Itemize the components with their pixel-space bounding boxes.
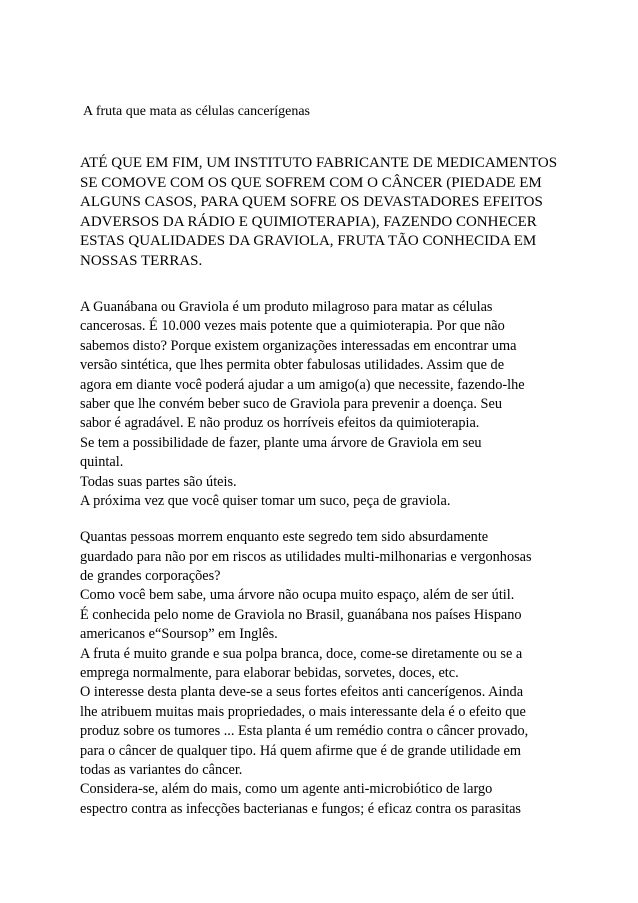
document-title: A fruta que mata as células cancerígenas: [83, 104, 311, 119]
body-line: guardado para não por em riscos as utilidades multi-milhonarias e vergonhosas: [80, 548, 532, 565]
document-body: [80, 298, 580, 819]
body-line: A Guanábana ou Graviola é um produto milagroso para matar as células: [80, 299, 493, 315]
body-line: para o câncer de qualquer tipo. Há quem afirme que é de grande utilidade em: [80, 742, 522, 759]
body-line: emprega normalmente, para elaborar bebidas, sorvetes, doces, etc.: [80, 665, 459, 682]
body-line: É conhecida pelo nome de Graviola no Brasil, guanábana nos países Hispano: [80, 606, 522, 623]
intro-line: ATÉ QUE EM FIM, UM INSTITUTO FABRICANTE DE MEDICAMENTOS: [80, 155, 558, 171]
body-line: O interesse desta planta deve-se a seus fortes efeitos anti cancerígenos. Ainda: [80, 684, 524, 701]
paragraph-gap: [80, 511, 580, 528]
intro-paragraph: [80, 154, 580, 272]
body-line: espectro contra as infecções bacterianas e fungos; é eficaz contra os parasitas: [80, 800, 521, 817]
intro-line: ESTAS QUALIDADES DA GRAVIOLA, FRUTA TÃO CONHECIDA EM: [80, 233, 537, 250]
body-line: sabor é agradável. E não produz os horríveis efeitos da quimioterapia.: [80, 415, 480, 432]
intro-line: NOSSAS TERRAS.: [80, 252, 203, 269]
body-line: americanos e“Soursop” em Inglês.: [80, 626, 278, 643]
body-line: Todas suas partes são úteis.: [80, 473, 237, 490]
body-line: sabemos disto? Porque existem organizações interessadas em encontrar uma: [80, 337, 517, 354]
body-line: A próxima vez que você quiser tomar um suco, peça de graviola.: [80, 492, 451, 509]
paragraph-2: [80, 528, 580, 819]
body-line: todas as variantes do câncer.: [80, 761, 243, 778]
body-line: saber que lhe convém beber suco de Graviola para prevenir a doença. Seu: [80, 395, 502, 412]
body-line: cancerosas. É 10.000 vezes mais potente que a quimioterapia. Por que não: [80, 318, 505, 335]
body-line: Se tem a possibilidade de fazer, plante uma árvore de Graviola em seu: [80, 434, 482, 451]
body-line: A fruta é muito grande e sua polpa branca, doce, come-se diretamente ou se a: [80, 645, 523, 662]
body-line: Considera-se, além do mais, como um agente anti-microbiótico de largo: [80, 781, 493, 798]
body-line: quintal.: [80, 454, 124, 471]
paragraph-1: [80, 298, 580, 511]
intro-line: SE COMOVE COM OS QUE SOFREM COM O CÂNCER (PIEDADE EM: [80, 174, 542, 191]
intro-line: ADVERSOS DA RÁDIO E QUIMIOTERAPIA), FAZENDO CONHECER: [80, 213, 537, 230]
body-line: Quantas pessoas morrem enquanto este segredo tem sido absurdamente: [80, 529, 489, 546]
intro-line: ALGUNS CASOS, PARA QUEM SOFRE OS DEVASTADORES EFEITOS: [80, 194, 543, 211]
body-line: versão sintética, que lhes permita obter fabulosas utilidades. Assim que de: [80, 357, 505, 374]
body-line: de grandes corporações?: [80, 568, 221, 585]
body-line: lhe atribuem muitas mais propriedades, o mais interessante dela é o efeito que: [80, 703, 526, 720]
body-line: produz sobre os tumores ... Esta planta é um remédio contra o câncer provado,: [80, 723, 529, 740]
body-line: agora em diante você poderá ajudar a um amigo(a) que necessite, fazendo-lhe: [80, 376, 525, 393]
body-line: Como você bem sabe, uma árvore não ocupa muito espaço, além de ser útil.: [80, 587, 515, 604]
